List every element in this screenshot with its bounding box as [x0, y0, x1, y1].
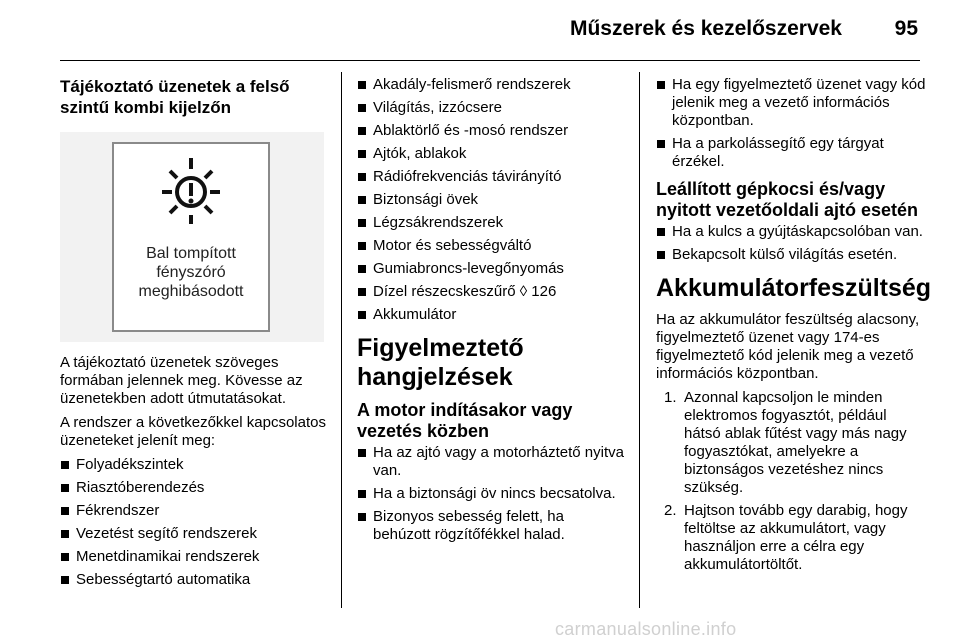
subsection-heading: A motor indításakor vagy vezetés közben — [357, 400, 573, 441]
list-item: Akkumulátor — [357, 306, 625, 324]
header-divider — [60, 60, 920, 61]
bullet-list — [357, 444, 625, 544]
paragraph: Ha az akkumulátor feszültség alacsony, figyelmeztető üzenet vagy 174-es figyelmeztető kód jelenik meg a vezető információs központban. — [656, 311, 920, 382]
page-header — [0, 0, 960, 62]
subsection-heading: Leállított gépkocsi és/vagy nyitott vezetőoldali ajtó esetén — [656, 179, 919, 220]
list-item: Folyadékszintek — [60, 456, 326, 474]
list-item: Ha a biztonsági öv nincs becsatolva. — [357, 485, 625, 503]
list-item: Rádiófrekvenciás távirányító — [357, 168, 625, 186]
bullet-list — [656, 223, 926, 264]
paragraph: A rendszer a következőkkel kapcsolatos üzeneteket jelenít meg: — [60, 414, 326, 449]
list-item: Ablaktörlő és -mosó rendszer — [357, 122, 625, 140]
column-1 — [60, 76, 326, 594]
numbered-list — [656, 389, 926, 574]
section-title: Műszerek és kezelőszervek — [569, 17, 842, 40]
step-number: 1. — [664, 389, 677, 406]
list-item: Biztonsági övek — [357, 191, 625, 209]
list-item: Fékrendszer — [60, 502, 326, 520]
section-heading: Tájékoztató üzenetek a felső szintű kombi kijelzőn — [60, 77, 290, 117]
list-item: Ha a kulcs a gyújtáskapcsolóban van. — [656, 223, 926, 241]
list-item — [656, 389, 926, 497]
list-item — [656, 502, 926, 574]
display-line: Bal tompított — [146, 245, 236, 262]
step-text: Hajtson tovább egy darabig, hogy feltöltse az akkumulátort, vagy használjon erre a célra egy akkumulátortöltőt. — [684, 502, 908, 573]
paragraph: A tájékoztató üzenetek szöveges formában jelennek meg. Kövesse az üzenetekben adott útmutatásokat. — [60, 354, 303, 407]
page-number: 95 — [894, 17, 918, 40]
step-number: 2. — [664, 502, 677, 519]
list-item: Dízel részecskeszűrő ◊ 126 — [357, 283, 625, 301]
section-heading: Figyelmeztető hangjelzések — [357, 334, 524, 391]
list-item: Világítás, izzócsere — [357, 99, 625, 117]
column-2 — [357, 76, 625, 549]
list-item: Bizonyos sebesség felett, ha behúzott rögzítőfékkel halad. — [357, 508, 625, 544]
list-item: Bekapcsolt külső világítás esetén. — [656, 246, 926, 264]
bullet-list — [357, 76, 625, 324]
column-divider — [639, 72, 640, 608]
display-message — [114, 244, 268, 301]
list-item: Menetdinamikai rendszerek — [60, 548, 326, 566]
list-item: Ha az ajtó vagy a motorháztető nyitva van. — [357, 444, 625, 480]
section-heading: Akkumulátorfeszültség — [656, 274, 932, 302]
list-item: Akadály-felismerő rendszerek — [357, 76, 625, 94]
info-display — [112, 142, 270, 332]
list-item: Ha a parkolássegítő egy tárgyat érzékel. — [656, 135, 926, 171]
list-item: Sebességtartó automatika — [60, 571, 326, 589]
display-illustration — [60, 132, 324, 342]
list-item: Vezetést segítő rendszerek — [60, 525, 326, 543]
column-divider — [341, 72, 342, 608]
list-item: Motor és sebességváltó — [357, 237, 625, 255]
list-item: Gumiabroncs-levegőnyomás — [357, 260, 625, 278]
headlamp-warning-icon — [160, 156, 222, 226]
display-line: meghibásodott — [138, 283, 244, 300]
watermark: carmanualsonline.info — [555, 619, 737, 639]
column-3 — [656, 76, 932, 579]
list-item: Ha egy figyelmeztető üzenet vagy kód jelenik meg a vezető információs központban. — [656, 76, 926, 130]
list-item: Ajtók, ablakok — [357, 145, 625, 163]
display-line: fényszóró — [156, 264, 226, 281]
list-item: Riasztóberendezés — [60, 479, 326, 497]
step-text: Azonnal kapcsoljon le minden elektromos fogyasztót, például hátsó ablak fűtést vagy más nagy fogyasztókat, amelyekre a biztonságos vezetéshez nincs szükség. — [684, 389, 907, 496]
bullet-list — [60, 456, 326, 589]
list-item: Légzsákrendszerek — [357, 214, 625, 232]
bullet-list — [656, 76, 926, 171]
